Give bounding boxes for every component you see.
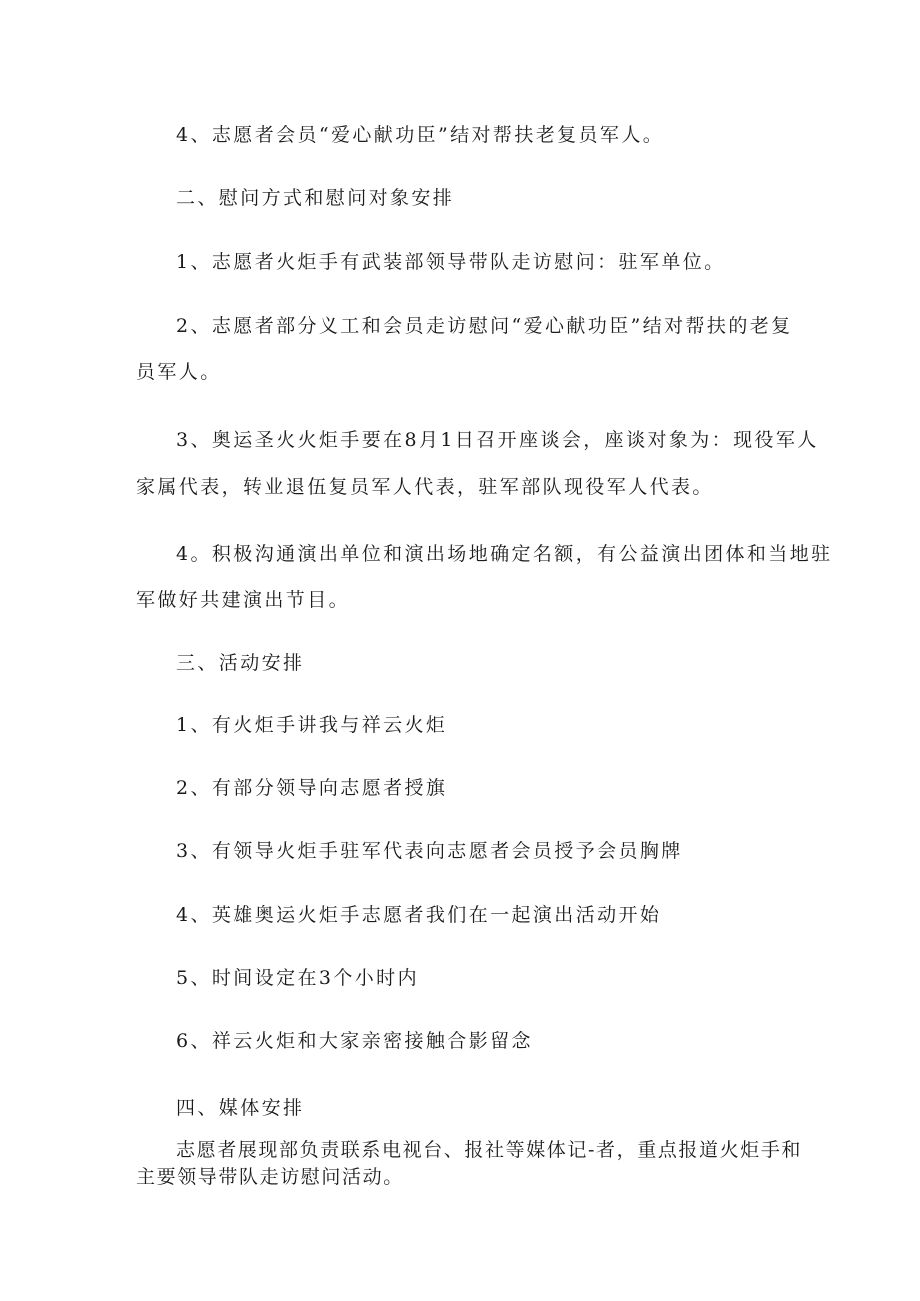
list-item: 1、有火炬手讲我与祥云火炬 xyxy=(176,714,448,736)
section-heading: 四、媒体安排 xyxy=(176,1097,305,1119)
section-heading: 二、慰问方式和慰问对象安排 xyxy=(176,187,455,209)
paragraph-line: 志愿者展现部负责联系电视台、报社等媒体记-者，重点报道火炬手和 xyxy=(176,1139,803,1161)
paragraph-line: 3、奥运圣火火炬手要在8月1日召开座谈会，座谈对象为：现役军人 xyxy=(176,429,819,451)
paragraph-line: 1、志愿者火炬手有武装部领导带队走访慰问：驻军单位。 xyxy=(176,251,726,273)
list-item: 6、祥云火炬和大家亲密接触合影留念 xyxy=(176,1030,533,1052)
paragraph-line: 4、志愿者会员“爱心献功臣”结对帮扶老复员军人。 xyxy=(176,124,665,146)
paragraph-line: 员军人。 xyxy=(136,361,222,383)
paragraph-line: 家属代表，转业退伍复员军人代表，驻军部队现役军人代表。 xyxy=(136,476,714,498)
list-item: 5、时间设定在3个小时内 xyxy=(176,967,419,989)
section-heading: 三、活动安排 xyxy=(176,652,305,674)
paragraph-line: 军做好共建演出节目。 xyxy=(136,589,351,611)
paragraph-line: 主要领导带队走访慰问活动。 xyxy=(136,1166,404,1188)
paragraph-line: 4。积极沟通演出单位和演出场地确定名额，有公益演出团体和当地驻 xyxy=(176,543,833,565)
list-item: 3、有领导火炬手驻军代表向志愿者会员授予会员胸牌 xyxy=(176,840,683,862)
list-item: 2、有部分领导向志愿者授旗 xyxy=(176,777,448,799)
paragraph-line: 2、志愿者部分义工和会员走访慰问“爱心献功臣”结对帮扶的老复 xyxy=(176,315,793,337)
list-item: 4、英雄奥运火炬手志愿者我们在一起演出活动开始 xyxy=(176,904,662,926)
